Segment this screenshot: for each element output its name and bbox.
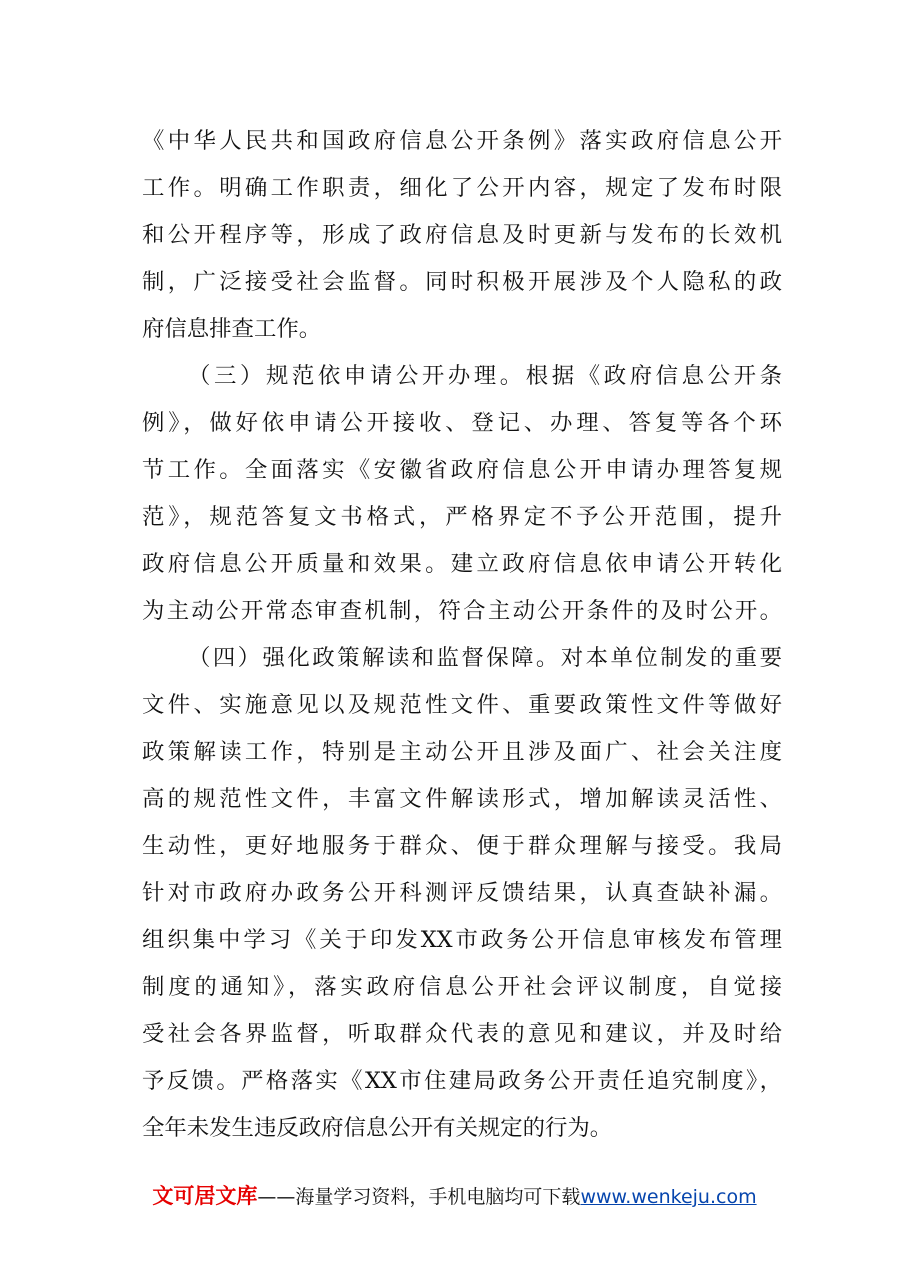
footer-slogan: ——海量学习资料，手机电脑均可下载 — [257, 1186, 581, 1208]
footer-brand: 文可居文库 — [152, 1184, 258, 1208]
text-line: 例》，做好依申请公开接收、登记、办理、答复等各个环 — [142, 410, 782, 436]
text-line: 文件、实施意见以及规范性文件、重要政策性文件等做好 — [142, 692, 782, 718]
text-line: 组织集中学习《关于印发XX市政务公开信息审核发布管理 — [142, 927, 782, 953]
text-line: 受社会各界监督，听取群众代表的意见和建议，并及时给 — [142, 1021, 782, 1047]
text-line: 节工作。全面落实《安徽省政府信息公开申请办理答复规 — [142, 457, 782, 483]
text-line: 全年未发生违反政府信息公开有关规定的行为。 — [142, 1115, 613, 1141]
footer-banner — [0, 1180, 909, 1213]
footer-link[interactable]: www.wenkeju.com — [580, 1186, 757, 1208]
section-heading-3: （三）规范依申请公开办理。根据《政府信息公开条 — [188, 363, 782, 389]
text-line: 制，广泛接受社会监督。同时积极开展涉及个人隐私的政 — [142, 269, 782, 295]
section-heading-4: （四）强化政策解读和监督保障。对本单位制发的重要 — [188, 645, 782, 671]
text-line: 政策解读工作，特别是主动公开且涉及面广、社会关注度 — [142, 739, 782, 765]
text-line: 针对市政府办政务公开科测评反馈结果，认真查缺补漏。 — [142, 880, 782, 906]
text-line: 府信息排查工作。 — [142, 316, 322, 342]
text-line: 制度的通知》，落实政府信息公开社会评议制度，自觉接 — [142, 974, 782, 1000]
text-line: 工作。明确工作职责，细化了公开内容，规定了发布时限 — [142, 175, 782, 201]
text-line: 高的规范性文件，丰富文件解读形式，增加解读灵活性、 — [142, 786, 782, 812]
text-line: 和公开程序等，形成了政府信息及时更新与发布的长效机 — [142, 222, 782, 248]
text-line: 《中华人民共和国政府信息公开条例》落实政府信息公开 — [142, 128, 782, 154]
text-line: 生动性，更好地服务于群众、便于群众理解与接受。我局 — [142, 833, 782, 859]
text-line: 范》，规范答复文书格式，严格界定不予公开范围，提升 — [142, 504, 782, 530]
text-line: 为主动公开常态审查机制，符合主动公开条件的及时公开。 — [142, 598, 782, 624]
text-line: 予反馈。严格落实《XX市住建局政务公开责任追究制度》， — [142, 1068, 782, 1094]
text-line: 政府信息公开质量和效果。建立政府信息依申请公开转化 — [142, 551, 782, 577]
